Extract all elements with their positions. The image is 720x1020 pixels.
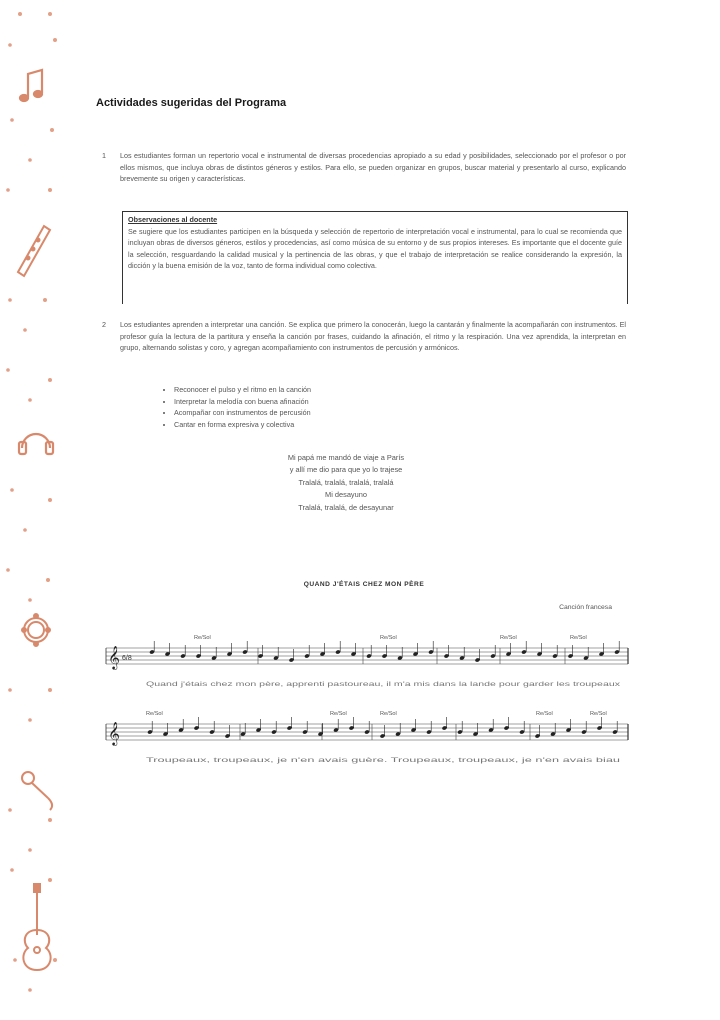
song-composer: Canción francesa: [559, 604, 612, 611]
music-note: [442, 725, 448, 730]
music-note: [535, 733, 541, 738]
treble-clef-icon: 𝄞: [108, 721, 120, 745]
music-note: [147, 729, 153, 734]
music-note: [318, 731, 324, 736]
music-note: [380, 733, 386, 738]
music-note: [397, 655, 403, 660]
song-title: QUAND J'ÉTAIS CHEZ MON PÈRE: [303, 581, 425, 588]
chord-symbol: Re/Sol: [536, 711, 553, 717]
chord-symbol: Re/Sol: [146, 711, 163, 717]
music-note: [612, 729, 618, 734]
music-note: [178, 727, 184, 732]
music-note: [240, 731, 246, 736]
list-item: • Cantar en forma expresiva y colectiva: [174, 419, 311, 431]
music-note: [289, 657, 295, 662]
music-note: [180, 653, 186, 658]
chord-symbol: Re/Sol: [330, 711, 347, 717]
music-note: [351, 651, 357, 656]
music-note: [426, 729, 432, 734]
song-lyrics-verse: [196, 452, 496, 514]
list-item: • Reconocer el pulso y el ritmo en la canción: [174, 384, 311, 396]
music-note: [242, 649, 248, 654]
music-note: [488, 727, 494, 732]
music-note: [413, 651, 419, 656]
music-note: [165, 651, 171, 656]
activity-text: Los estudiantes forman un repertorio vocal e instrumental de diversas procedencias apropiado a su edad y posibilidades, seleccionado por el profesor o por ellos mismos, que incluya obras de distintos géneros y estilos. Para ello, se pueden organizar en grupos, buscar material y presentarlo al curso, explicando brevemente su origen y características.: [120, 151, 626, 184]
chord-symbol: Re/Sol: [380, 711, 397, 717]
music-note-icon: [20, 70, 42, 101]
music-note: [490, 653, 496, 658]
chord-symbol: Re/Sol: [590, 711, 607, 717]
activity-number: 1: [102, 151, 106, 160]
page-title: Actividades sugeridas del Programa: [96, 97, 287, 109]
music-note: [366, 653, 372, 658]
music-note: [320, 651, 326, 656]
music-note: [149, 649, 155, 654]
music-note: [473, 731, 479, 736]
music-note: [287, 725, 293, 730]
music-note: [614, 649, 620, 654]
music-note: [196, 653, 202, 658]
score-lyrics-row-2: Troupeaux, troupeaux, je n'en avais guère. Troupeaux, troupeaux, je n'en avais biau: [146, 758, 620, 764]
staff-row-1: [106, 635, 628, 670]
activity-text: Los estudiantes aprenden a interpretar una canción. Se explica que primero la conocerán, luego la cantarán y finalmente la acompañarán con instrumentos. El profesor guía la lectura de la partitura y enseña la canción por frases, cuidando la afinación, el ritmo y la respiración. Una vez aprendida, la interpretan en grupo, alternando solistas y coro, y agregan acompañamiento con instrumentos de percusión y armónicos.: [120, 320, 626, 353]
music-note: [506, 651, 512, 656]
music-note: [581, 729, 587, 734]
music-note: [537, 651, 543, 656]
music-note: [364, 729, 370, 734]
guitar-icon: [23, 884, 50, 970]
music-note: [335, 649, 341, 654]
music-note: [504, 725, 510, 730]
activity-number: 2: [102, 320, 106, 329]
teacher-notes-heading: Observaciones al docente: [128, 215, 218, 224]
music-note: [163, 731, 169, 736]
music-note: [302, 729, 308, 734]
verse-line: Mi papá me mandó de viaje a París: [287, 453, 405, 462]
music-note: [333, 727, 339, 732]
chord-symbol: Re/Sol: [380, 635, 397, 641]
music-note: [271, 729, 277, 734]
music-note: [521, 649, 527, 654]
music-note: [583, 655, 589, 660]
music-note: [395, 731, 401, 736]
music-note: [597, 725, 603, 730]
tambourine-icon: [22, 614, 50, 646]
headphones-icon: [19, 434, 53, 454]
music-note: [428, 649, 434, 654]
music-note: [475, 657, 481, 662]
teacher-notes-text: Se sugiere que los estudiantes participen en la búsqueda y selección de repertorio de interpretación vocal e instrumental, para lo cual se recomienda que incluyan obras de diversos géneros, estilos y procedencias, así como música de su entorno y de sus propios intereses. Es importante que el docente guíe la selección, resguardando la calidad musical y la pertinencia de las obras, y que el trabajo de interpretación se realice considerando la expresión, la dicción y la buena emisión de la voz, tanto de forma individual como colectiva.: [128, 226, 622, 271]
music-note: [444, 653, 450, 658]
music-note: [349, 725, 355, 730]
music-note: [599, 651, 605, 656]
chord-symbol: Re/Sol: [570, 635, 587, 641]
chord-symbol: Re/Sol: [194, 635, 211, 641]
microphone-icon: [22, 772, 52, 810]
music-note: [568, 653, 574, 658]
verse-line: Mi desayuno: [325, 490, 367, 500]
music-note: [552, 653, 558, 658]
music-note: [256, 727, 262, 732]
verse-line: Tralalá, tralalá, de desayunar: [298, 502, 394, 512]
chord-symbol: Re/Sol: [500, 635, 517, 641]
list-item: • Acompañar con instrumentos de percusión: [174, 407, 311, 419]
treble-clef-icon: 𝄞: [108, 645, 120, 669]
staff-row-2: [106, 711, 628, 746]
music-note: [225, 733, 231, 738]
music-note: [519, 729, 525, 734]
flute-icon: [18, 226, 50, 276]
bullet-list: [162, 384, 311, 430]
music-note: [211, 655, 217, 660]
music-note: [566, 727, 572, 732]
verse-line: y allí me dio para que yo lo trajese: [289, 465, 403, 475]
music-note: [227, 651, 233, 656]
score-lyrics-row-1: Quand j'étais chez mon père, apprenti pastoureau, il m'a mis dans la lande pour garder les troupeaux: [146, 682, 620, 688]
music-note: [209, 729, 215, 734]
music-note: [194, 725, 200, 730]
verse-line: Tralalá, tralalá, tralalá, tralalá: [298, 477, 394, 487]
music-note: [273, 655, 279, 660]
decorative-sidebar: [0, 0, 80, 1020]
teacher-notes-box: [122, 211, 628, 304]
time-signature: 6/8: [122, 655, 132, 662]
music-note: [550, 731, 556, 736]
music-note: [382, 653, 388, 658]
music-note: [304, 653, 310, 658]
music-note: [411, 727, 417, 732]
music-note: [457, 729, 463, 734]
music-note: [258, 653, 264, 658]
music-note: [459, 655, 465, 660]
list-item: • Interpretar la melodía con buena afinación: [174, 396, 311, 408]
